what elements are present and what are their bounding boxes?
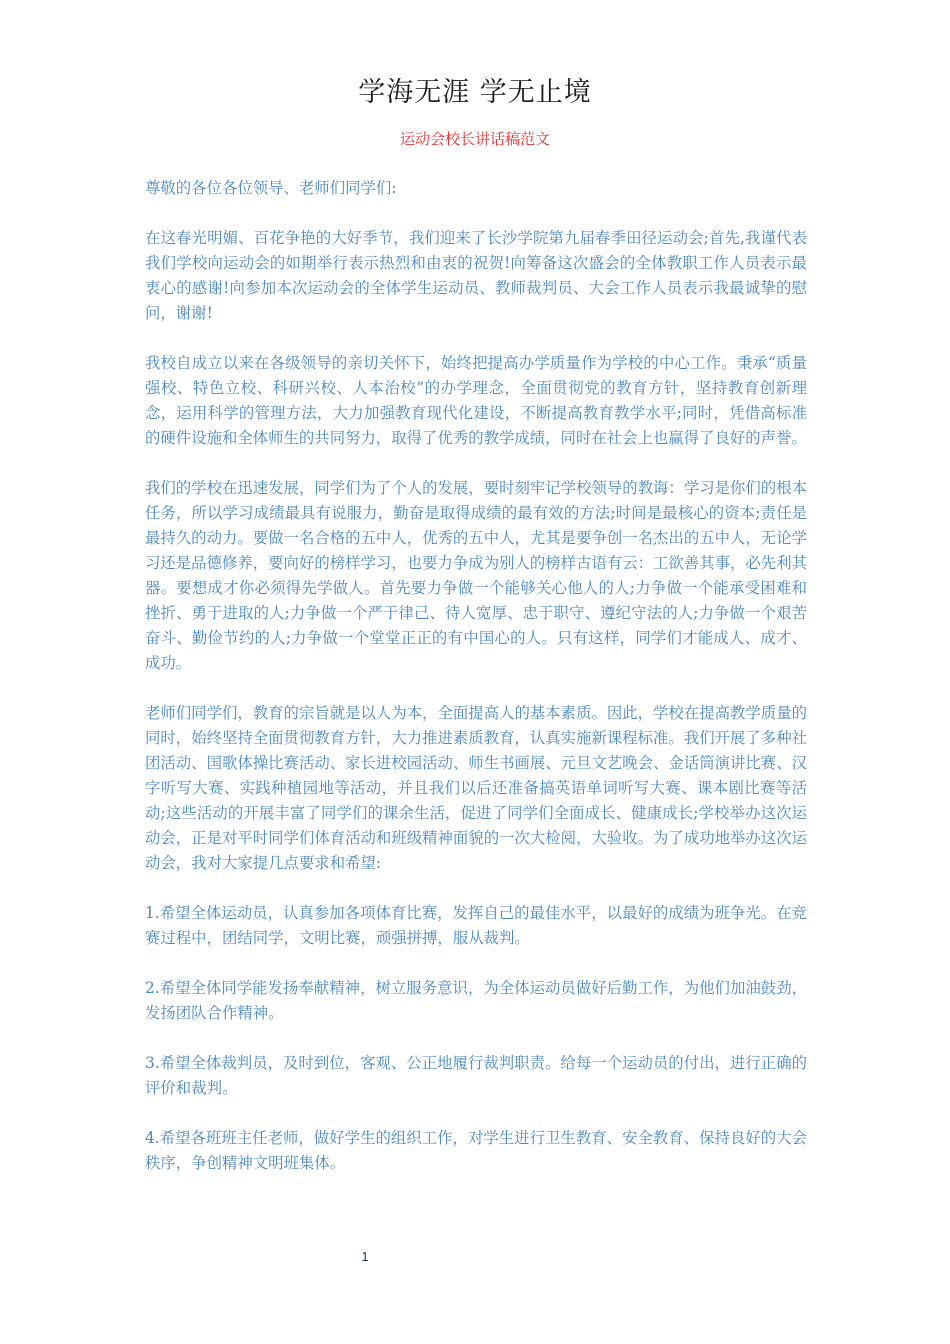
numbered-item: 4.希望各班班主任老师，做好学生的组织工作，对学生进行卫生教育、安全教育、保持良好的大会秩序，争创精神文明班集体。 [145, 1129, 807, 1172]
numbered-item: 1.希望全体运动员，认真参加各项体育比赛，发挥自己的最佳水平，以最好的成绩为班争光。在竞赛过程中，团结同学，文明比赛，顽强拼搏，服从裁判。 [145, 904, 807, 947]
page-number: 1 [361, 1249, 369, 1264]
document-body [145, 176, 807, 1201]
paragraph: 我校自成立以来在各级领导的亲切关怀下，始终把提高办学质量作为学校的中心工作。秉承“质量强校、特色立校、科研兴校、人本治校”的办学理念，全面贯彻党的教育方针，坚持教育创新理念，运用科学的管理方法，大力加强教育现代化建设，不断提高教育教学水平;同时，凭借高标准的硬件设施和全体师生的共同努力，取得了优秀的教学成绩，同时在社会上也赢得了良好的声誉。 [145, 354, 807, 447]
paragraph: 在这春光明媚、百花争艳的大好季节，我们迎来了长沙学院第九届春季田径运动会;首先,我谨代表我们学校向运动会的如期举行表示热烈和由衷的祝贺!向筹备这次盛会的全体教职工作人员表示最衷心的感谢!向参加本次运动会的全体学生运动员、教师裁判员、大会工作人员表示我最诚挚的慰问，谢谢! [145, 229, 807, 322]
header-title: 学海无涯 学无止境 [358, 77, 592, 108]
numbered-item: 2.希望全体同学能发扬奉献精神，树立服务意识，为全体运动员做好后勤工作，为他们加油鼓劲，发扬团队合作精神。 [145, 979, 807, 1022]
document-title: 运动会校长讲话稿范文 [399, 130, 550, 148]
greeting: 尊敬的各位各位领导、老师们同学们: [145, 179, 397, 197]
numbered-item: 3.希望全体裁判员，及时到位，客观、公正地履行裁判职责。给每一个运动员的付出，进行正确的评价和裁判。 [145, 1054, 807, 1097]
paragraph: 老师们同学们，教育的宗旨就是以人为本，全面提高人的基本素质。因此，学校在提高教学质量的同时，始终坚持全面贯彻教育方针，大力推进素质教育，认真实施新课程标准。我们开展了多种社团活动、国歌体操比赛活动、家长进校园活动、师生书画展、元旦文艺晚会、金话筒演讲比赛、汉字听写大赛、实践种植园地等活动，并且我们以后还准备搞英语单词听写大赛、课本剧比赛等活动;这些活动的开展丰富了同学们的课余生活，促进了同学们全面成长、健康成长;学校举办这次运动会，正是对平时同学们体育活动和班级精神面貌的一次大检阅，大验收。为了成功地举办这次运动会，我对大家提几点要求和希望: [145, 704, 807, 872]
paragraph: 我们的学校在迅速发展，同学们为了个人的发展，要时刻牢记学校领导的教诲：学习是你们的根本任务，所以学习成绩最具有说服力，勤奋是取得成绩的最有效的方法;时间是最核心的资本;责任是最持久的动力。要做一名合格的五中人，优秀的五中人，尤其是要争创一名杰出的五中人，无论学习还是品德修养，要向好的榜样学习，也要力争成为别人的榜样古语有云：工欲善其事，必先利其器。要想成才你必须得先学做人。首先要力争做一个能够关心他人的人;力争做一个能承受困难和挫折、勇于进取的人;力争做一个严于律己、待人宽厚、忠于职守、遵纪守法的人;力争做一个艰苦奋斗、勤俭节约的人;力争做一个堂堂正正的有中国心的人。只有这样，同学们才能成人、成才、成功。 [145, 479, 807, 672]
